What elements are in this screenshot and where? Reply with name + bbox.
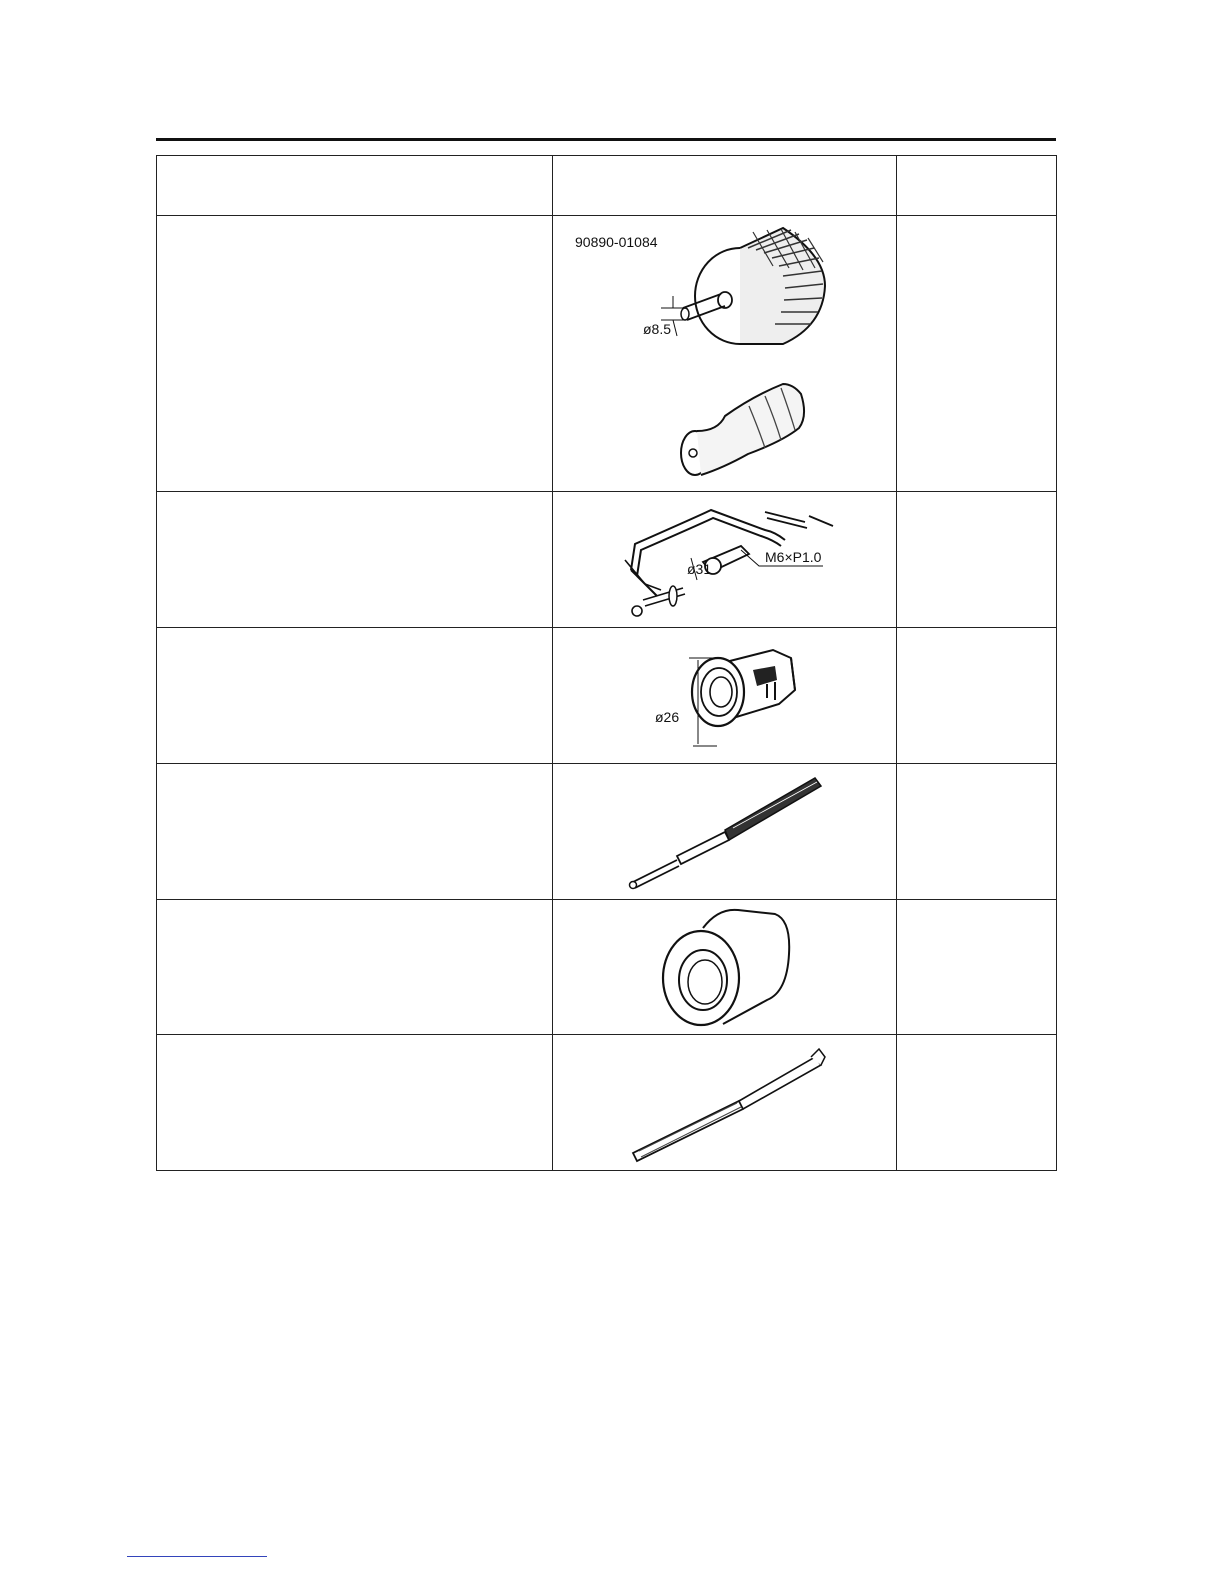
header-cell-ref (897, 156, 1057, 216)
table-row (157, 216, 1057, 492)
table-row (157, 628, 1057, 764)
compressor-attachment-icon (553, 628, 897, 764)
table-row (157, 764, 1057, 900)
tool-ref-cell (897, 216, 1057, 492)
diameter-label: ø26 (655, 709, 680, 725)
tool-name-cell (157, 764, 553, 900)
tool-illustration-cell (553, 492, 897, 628)
tool-name-cell (157, 1035, 553, 1171)
header-rule (156, 138, 1056, 141)
header-cell-name (157, 156, 553, 216)
table-row (157, 900, 1057, 1035)
slide-hammer-icon (553, 216, 897, 492)
tool-illustration-cell (553, 1035, 897, 1171)
tool-ref-cell (897, 900, 1057, 1035)
valve-guide-reamer-icon (553, 1035, 897, 1171)
table-header-row (157, 156, 1057, 216)
tool-ref-cell (897, 764, 1057, 900)
tool-ref-cell (897, 628, 1057, 764)
header-cell-illustration (553, 156, 897, 216)
diameter-label: ø31 (687, 561, 712, 577)
diameter-label: ø8.5 (643, 321, 672, 337)
tool-name-cell (157, 492, 553, 628)
valve-spring-compressor-icon (553, 492, 897, 628)
tool-ref-cell (897, 1035, 1057, 1171)
tool-illustration-cell (553, 764, 897, 900)
part-number-label: 90890-01084 (575, 234, 658, 250)
tool-illustration-cell (553, 900, 897, 1035)
table-row (157, 1035, 1057, 1171)
valve-guide-remover-icon (553, 764, 897, 900)
tool-name-cell (157, 628, 553, 764)
thread-label: M6×P1.0 (765, 549, 822, 565)
special-tools-table (156, 155, 1057, 1171)
tool-name-cell (157, 216, 553, 492)
table-row (157, 492, 1057, 628)
tool-illustration-cell (553, 216, 897, 492)
tool-ref-cell (897, 492, 1057, 628)
footer-link-underline (127, 1556, 267, 1557)
valve-guide-installer-icon (553, 900, 897, 1035)
tool-illustration-cell (553, 628, 897, 764)
tool-name-cell (157, 900, 553, 1035)
